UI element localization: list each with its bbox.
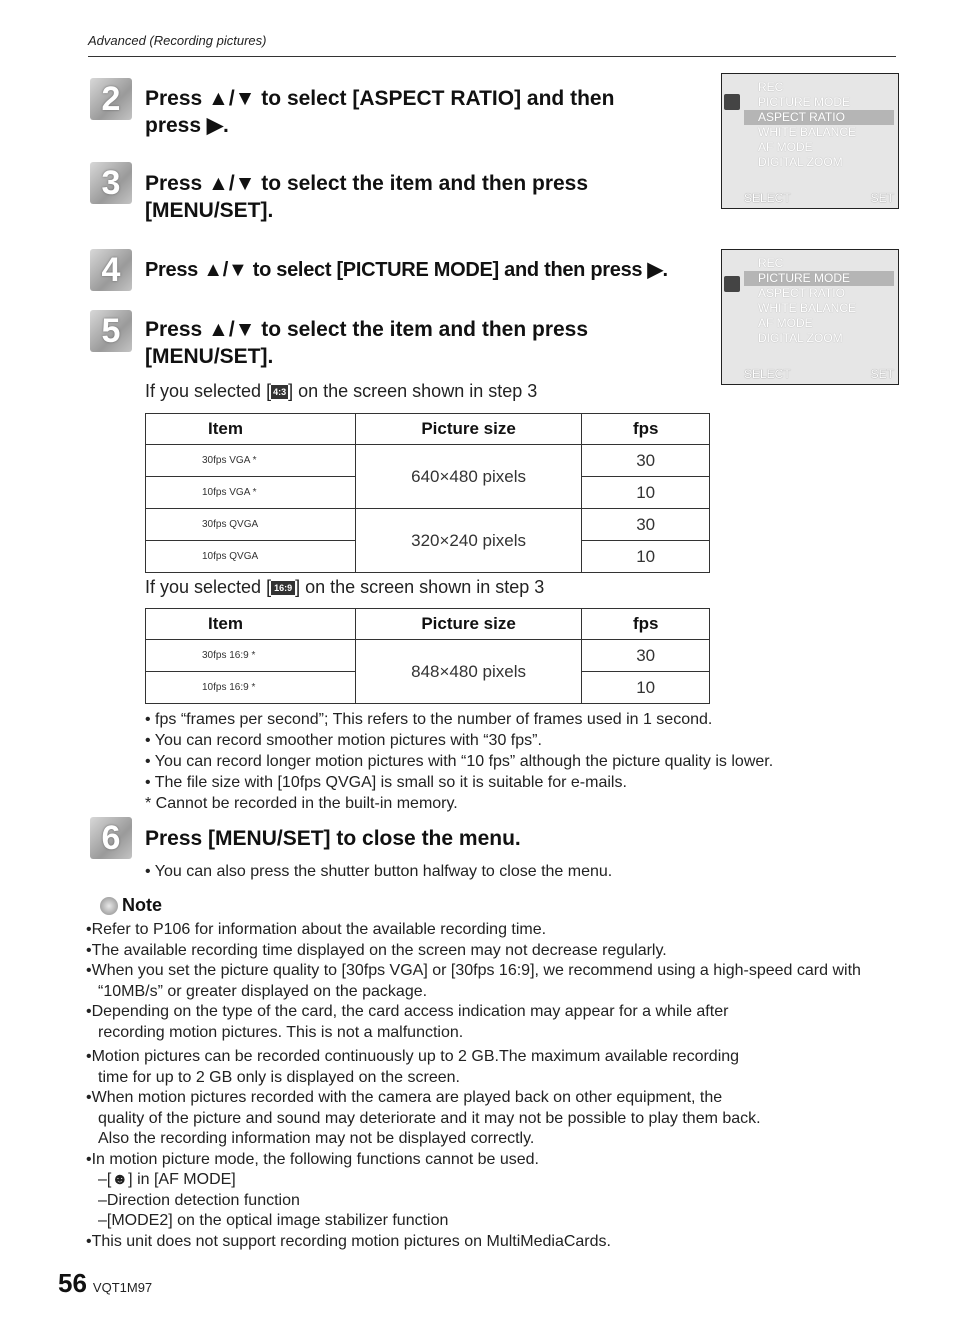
screen-menu-row: ASPECT RATIO bbox=[758, 286, 845, 300]
step-6-number-icon: 6 bbox=[90, 817, 132, 859]
fps-cell: 30 bbox=[582, 445, 710, 477]
list-item: quality of the picture and sound may deteriorate and it may not be possible to play them back. bbox=[98, 1109, 761, 1127]
page-number: 56 bbox=[58, 1268, 87, 1298]
col-header-size: Picture size bbox=[355, 414, 582, 445]
item-cell: 10fps VGA * bbox=[146, 477, 356, 509]
step-5-instruction: Press ▲/▼ to select the item and then press [MENU/SET]. bbox=[145, 318, 589, 368]
table-row bbox=[146, 445, 710, 477]
step-3-number-icon: 3 bbox=[90, 162, 132, 204]
note-icon bbox=[100, 897, 118, 915]
size-cell: 320×240 pixels bbox=[355, 509, 582, 573]
camera-screen-picture-mode bbox=[721, 249, 899, 385]
step-4-number-icon: 4 bbox=[90, 249, 132, 291]
screen-footer: SELECT SET bbox=[744, 367, 894, 381]
step-6-instruction: Press [MENU/SET] to close the menu. bbox=[145, 827, 521, 850]
step-4-instruction: Press ▲/▼ to select [PICTURE MODE] and then press ▶. bbox=[145, 259, 668, 281]
list-item: “10MB/s” or greater displayed on the package. bbox=[98, 982, 428, 1000]
list-item: Also the recording information may not be displayed correctly. bbox=[98, 1130, 535, 1147]
model-code: VQT1M97 bbox=[92, 1280, 153, 1295]
size-cell: 848×480 pixels bbox=[355, 640, 582, 704]
list-item: time for up to 2 GB only is displayed on the screen. bbox=[98, 1068, 460, 1086]
list-item: –[☻] in [AF MODE] bbox=[98, 1171, 236, 1188]
note-heading: Note bbox=[100, 895, 162, 916]
screen-menu-row: DIGITAL ZOOM bbox=[758, 155, 843, 169]
fps-cell: 10 bbox=[582, 672, 710, 704]
table-16-9 bbox=[145, 608, 710, 704]
list-item: •Refer to P106 for information about the available recording time. bbox=[86, 921, 547, 938]
screen-menu-row: WHITE BALANCE bbox=[758, 301, 857, 315]
list-item: * Cannot be recorded in the built-in memory. bbox=[145, 795, 458, 812]
screen-menu-row: WHITE BALANCE bbox=[758, 125, 857, 139]
note-list bbox=[86, 920, 861, 1252]
list-item: • You can record smoother motion pictures with “30 fps”. bbox=[145, 732, 542, 749]
screen-footer: SELECT SET bbox=[744, 191, 894, 205]
fps-cell: 30 bbox=[582, 640, 710, 672]
list-item: •The available recording time displayed on the screen may not decrease regularly. bbox=[86, 941, 667, 959]
aspect-16-9-icon: 16:9 bbox=[271, 581, 295, 595]
screen-menu-row-selected: ASPECT RATIO bbox=[744, 110, 894, 125]
list-item: • fps “frames per second”; This refers to the number of frames used in 1 second. bbox=[145, 711, 713, 728]
step-2-number-icon: 2 bbox=[90, 78, 132, 120]
item-cell: 30fps VGA * bbox=[146, 445, 356, 477]
screen-menu-row: PICTURE MODE bbox=[758, 95, 851, 109]
fps-cell: 30 bbox=[582, 509, 710, 541]
list-item: •This unit does not support recording motion pictures on MultiMediaCards. bbox=[86, 1232, 611, 1250]
screen-menu-row-selected: PICTURE MODE bbox=[744, 271, 894, 286]
fps-cell: 10 bbox=[582, 541, 710, 573]
table-4-3 bbox=[145, 413, 710, 573]
camera-screen-aspect-ratio bbox=[721, 73, 899, 209]
header-rule bbox=[88, 56, 896, 57]
page-footer bbox=[58, 1268, 152, 1299]
screen-menu-row: DIGITAL ZOOM bbox=[758, 331, 843, 345]
table2-intro: If you selected [ 16:9 ] on the screen shown in step 3 bbox=[145, 577, 545, 597]
col-header-fps: fps bbox=[582, 414, 710, 445]
screen-menu-row: REC bbox=[758, 80, 784, 94]
col-header-size: Picture size bbox=[355, 609, 582, 640]
screen-menu-row: AF MODE bbox=[758, 316, 813, 330]
screen-menu-row: REC bbox=[758, 256, 784, 270]
list-item: recording motion pictures. This is not a malfunction. bbox=[98, 1023, 464, 1041]
rec-mode-icon bbox=[724, 276, 740, 292]
fps-cell: 10 bbox=[582, 477, 710, 509]
step-5-number-icon: 5 bbox=[90, 310, 132, 352]
size-cell: 640×480 pixels bbox=[355, 445, 582, 509]
list-item: •Depending on the type of the card, the card access indication may appear for a while after bbox=[86, 1003, 729, 1020]
table-row bbox=[146, 640, 710, 672]
list-item: –[MODE2] on the optical image stabilizer function bbox=[98, 1212, 449, 1229]
step-2-instruction: Press ▲/▼ to select [ASPECT RATIO] and then press ▶. bbox=[145, 87, 615, 137]
table1-intro: If you selected [ 4:3 ] on the screen shown in step 3 bbox=[145, 381, 538, 401]
list-item: –Direction detection function bbox=[98, 1191, 300, 1209]
aspect-4-3-icon: 4:3 bbox=[273, 387, 287, 398]
step-6-note: • You can also press the shutter button halfway to close the menu. bbox=[145, 863, 613, 880]
list-item: • The file size with [10fps QVGA] is small so it is suitable for e-mails. bbox=[145, 774, 627, 791]
list-item: •Motion pictures can be recorded continuously up to 2 GB.The maximum available recording bbox=[86, 1048, 740, 1065]
table-row bbox=[146, 509, 710, 541]
col-header-fps: fps bbox=[582, 609, 710, 640]
col-header-item: Item bbox=[146, 609, 356, 640]
item-cell: 30fps 16:9 * bbox=[146, 640, 356, 672]
fps-notes bbox=[145, 709, 773, 814]
step-3-instruction: Press ▲/▼ to select the item and then press [MENU/SET]. bbox=[145, 172, 589, 222]
section-header: Advanced (Recording pictures) bbox=[88, 33, 267, 48]
list-item: •When motion pictures recorded with the camera are played back on other equipment, the bbox=[86, 1089, 723, 1106]
rec-mode-icon bbox=[724, 94, 740, 110]
list-item: •When you set the picture quality to [30fps VGA] or [30fps 16:9], we recommend using a high-speed card with bbox=[86, 962, 861, 979]
col-header-item: Item bbox=[146, 414, 356, 445]
item-cell: 10fps QVGA bbox=[146, 541, 356, 573]
item-cell: 10fps 16:9 * bbox=[146, 672, 356, 704]
screen-menu-row: AF MODE bbox=[758, 140, 813, 154]
list-item: •In motion picture mode, the following functions cannot be used. bbox=[86, 1150, 539, 1168]
item-cell: 30fps QVGA bbox=[146, 509, 356, 541]
list-item: • You can record longer motion pictures with “10 fps” although the picture quality is lower. bbox=[145, 753, 774, 770]
